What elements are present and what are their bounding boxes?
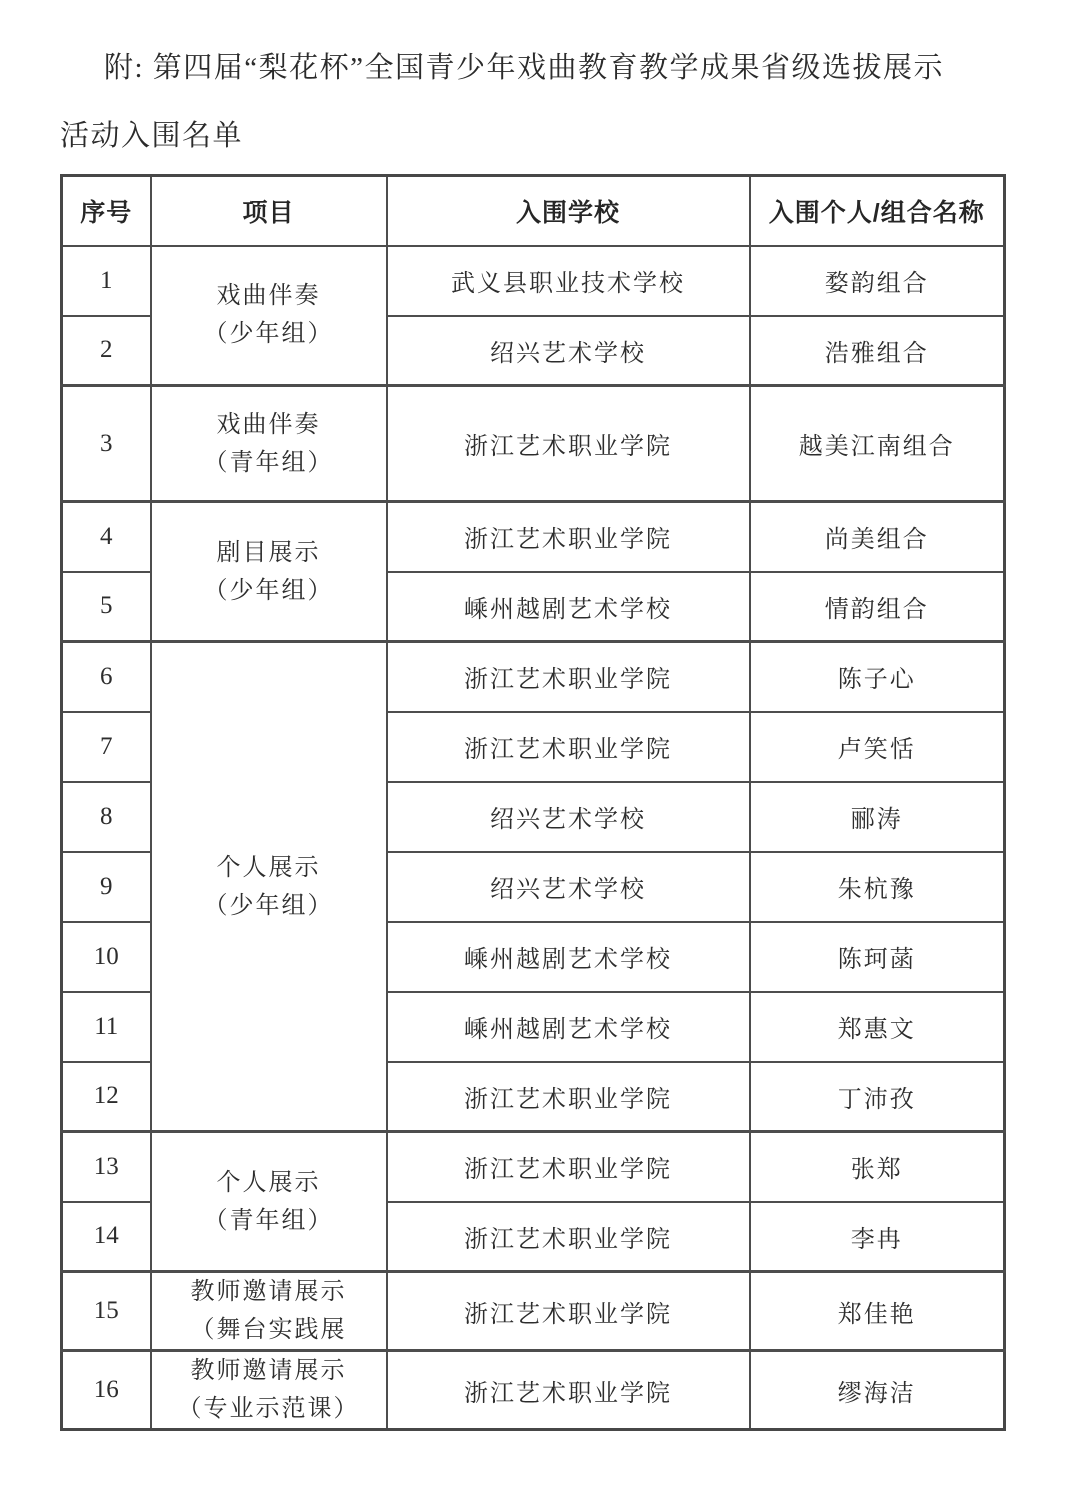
results-table	[60, 174, 1006, 1431]
cell-project	[151, 1132, 387, 1272]
header-row	[62, 176, 1005, 246]
cell-index: 15	[62, 1272, 151, 1351]
cell-name: 郦涛	[750, 782, 1005, 852]
cell-name: 朱杭豫	[750, 852, 1005, 922]
project-line: （少年组）	[203, 892, 334, 919]
cell-school: 嵊州越剧艺术学校	[387, 992, 750, 1062]
cell-index: 3	[62, 386, 151, 502]
project-line: 个人展示	[216, 854, 321, 881]
col-header-name: 入围个人/组合名称	[750, 176, 1005, 246]
project-line: 教师邀请展示	[190, 1358, 347, 1384]
cell-name: 郑佳艳	[750, 1272, 1005, 1351]
cell-name: 缪海洁	[750, 1351, 1005, 1430]
cell-index: 2	[62, 316, 151, 386]
cell-school: 浙江艺术职业学院	[387, 386, 750, 502]
cell-school: 浙江艺术职业学院	[387, 1202, 750, 1272]
cell-school: 浙江艺术职业学院	[387, 642, 750, 712]
project-line: （少年组）	[203, 577, 334, 604]
project-line: （青年组）	[203, 1207, 334, 1234]
project-line: 剧目展示	[216, 539, 321, 566]
cell-name: 情韵组合	[750, 572, 1005, 642]
document-title-line-1: 附: 第四届“梨花杯”全国青少年戏曲教育教学成果省级选拔展示	[104, 52, 945, 84]
cell-name: 越美江南组合	[750, 386, 1005, 502]
cell-project	[151, 246, 387, 386]
cell-school: 浙江艺术职业学院	[387, 1132, 750, 1202]
cell-school: 浙江艺术职业学院	[387, 712, 750, 782]
table-row	[62, 502, 1005, 572]
cell-index: 7	[62, 712, 151, 782]
cell-index: 6	[62, 642, 151, 712]
cell-project	[151, 642, 387, 1132]
cell-name: 浩雅组合	[750, 316, 1005, 386]
project-line: （少年组）	[203, 321, 334, 348]
cell-name: 郑惠文	[750, 992, 1005, 1062]
cell-name: 陈子心	[750, 642, 1005, 712]
project-line: 戏曲伴奏	[216, 283, 321, 310]
cell-school: 绍兴艺术学校	[387, 316, 750, 386]
cell-index: 4	[62, 502, 151, 572]
cell-index: 16	[62, 1351, 151, 1430]
cell-index: 5	[62, 572, 151, 642]
cell-school: 武义县职业技术学校	[387, 246, 750, 316]
cell-name: 张郑	[750, 1132, 1005, 1202]
table-row	[62, 1351, 1005, 1430]
table-row	[62, 1132, 1005, 1202]
document-title-line-2: 活动入围名单	[60, 120, 244, 152]
cell-name: 尚美组合	[750, 502, 1005, 572]
cell-name: 李冉	[750, 1202, 1005, 1272]
cell-index: 10	[62, 922, 151, 992]
project-line: （专业示范课）	[177, 1396, 360, 1422]
cell-school: 绍兴艺术学校	[387, 852, 750, 922]
col-header-index: 序号	[62, 176, 151, 246]
cell-index: 8	[62, 782, 151, 852]
cell-name: 婺韵组合	[750, 246, 1005, 316]
cell-school: 浙江艺术职业学院	[387, 1351, 750, 1430]
cell-school: 浙江艺术职业学院	[387, 502, 750, 572]
project-line: 戏曲伴奏	[216, 411, 321, 438]
cell-project	[151, 1272, 387, 1351]
cell-index: 12	[62, 1062, 151, 1132]
cell-index: 11	[62, 992, 151, 1062]
project-line: 教师邀请展示	[190, 1279, 347, 1305]
cell-name: 卢笑恬	[750, 712, 1005, 782]
cell-school: 嵊州越剧艺术学校	[387, 922, 750, 992]
col-header-school: 入围学校	[387, 176, 750, 246]
cell-index: 1	[62, 246, 151, 316]
cell-name: 丁沛孜	[750, 1062, 1005, 1132]
cell-school: 绍兴艺术学校	[387, 782, 750, 852]
cell-school: 浙江艺术职业学院	[387, 1272, 750, 1351]
cell-project	[151, 386, 387, 502]
project-line: （青年组）	[203, 449, 334, 476]
cell-school: 浙江艺术职业学院	[387, 1062, 750, 1132]
table-row	[62, 246, 1005, 316]
results-table-body	[62, 246, 1005, 1430]
table-row	[62, 386, 1005, 502]
cell-school: 嵊州越剧艺术学校	[387, 572, 750, 642]
cell-project	[151, 502, 387, 642]
cell-index: 9	[62, 852, 151, 922]
table-row	[62, 642, 1005, 712]
col-header-project: 项目	[151, 176, 387, 246]
table-row	[62, 1272, 1005, 1351]
cell-project	[151, 1351, 387, 1430]
project-line: 个人展示	[216, 1169, 321, 1196]
cell-index: 14	[62, 1202, 151, 1272]
cell-name: 陈珂菡	[750, 922, 1005, 992]
cell-index: 13	[62, 1132, 151, 1202]
project-line: （舞台实践展	[190, 1317, 347, 1343]
